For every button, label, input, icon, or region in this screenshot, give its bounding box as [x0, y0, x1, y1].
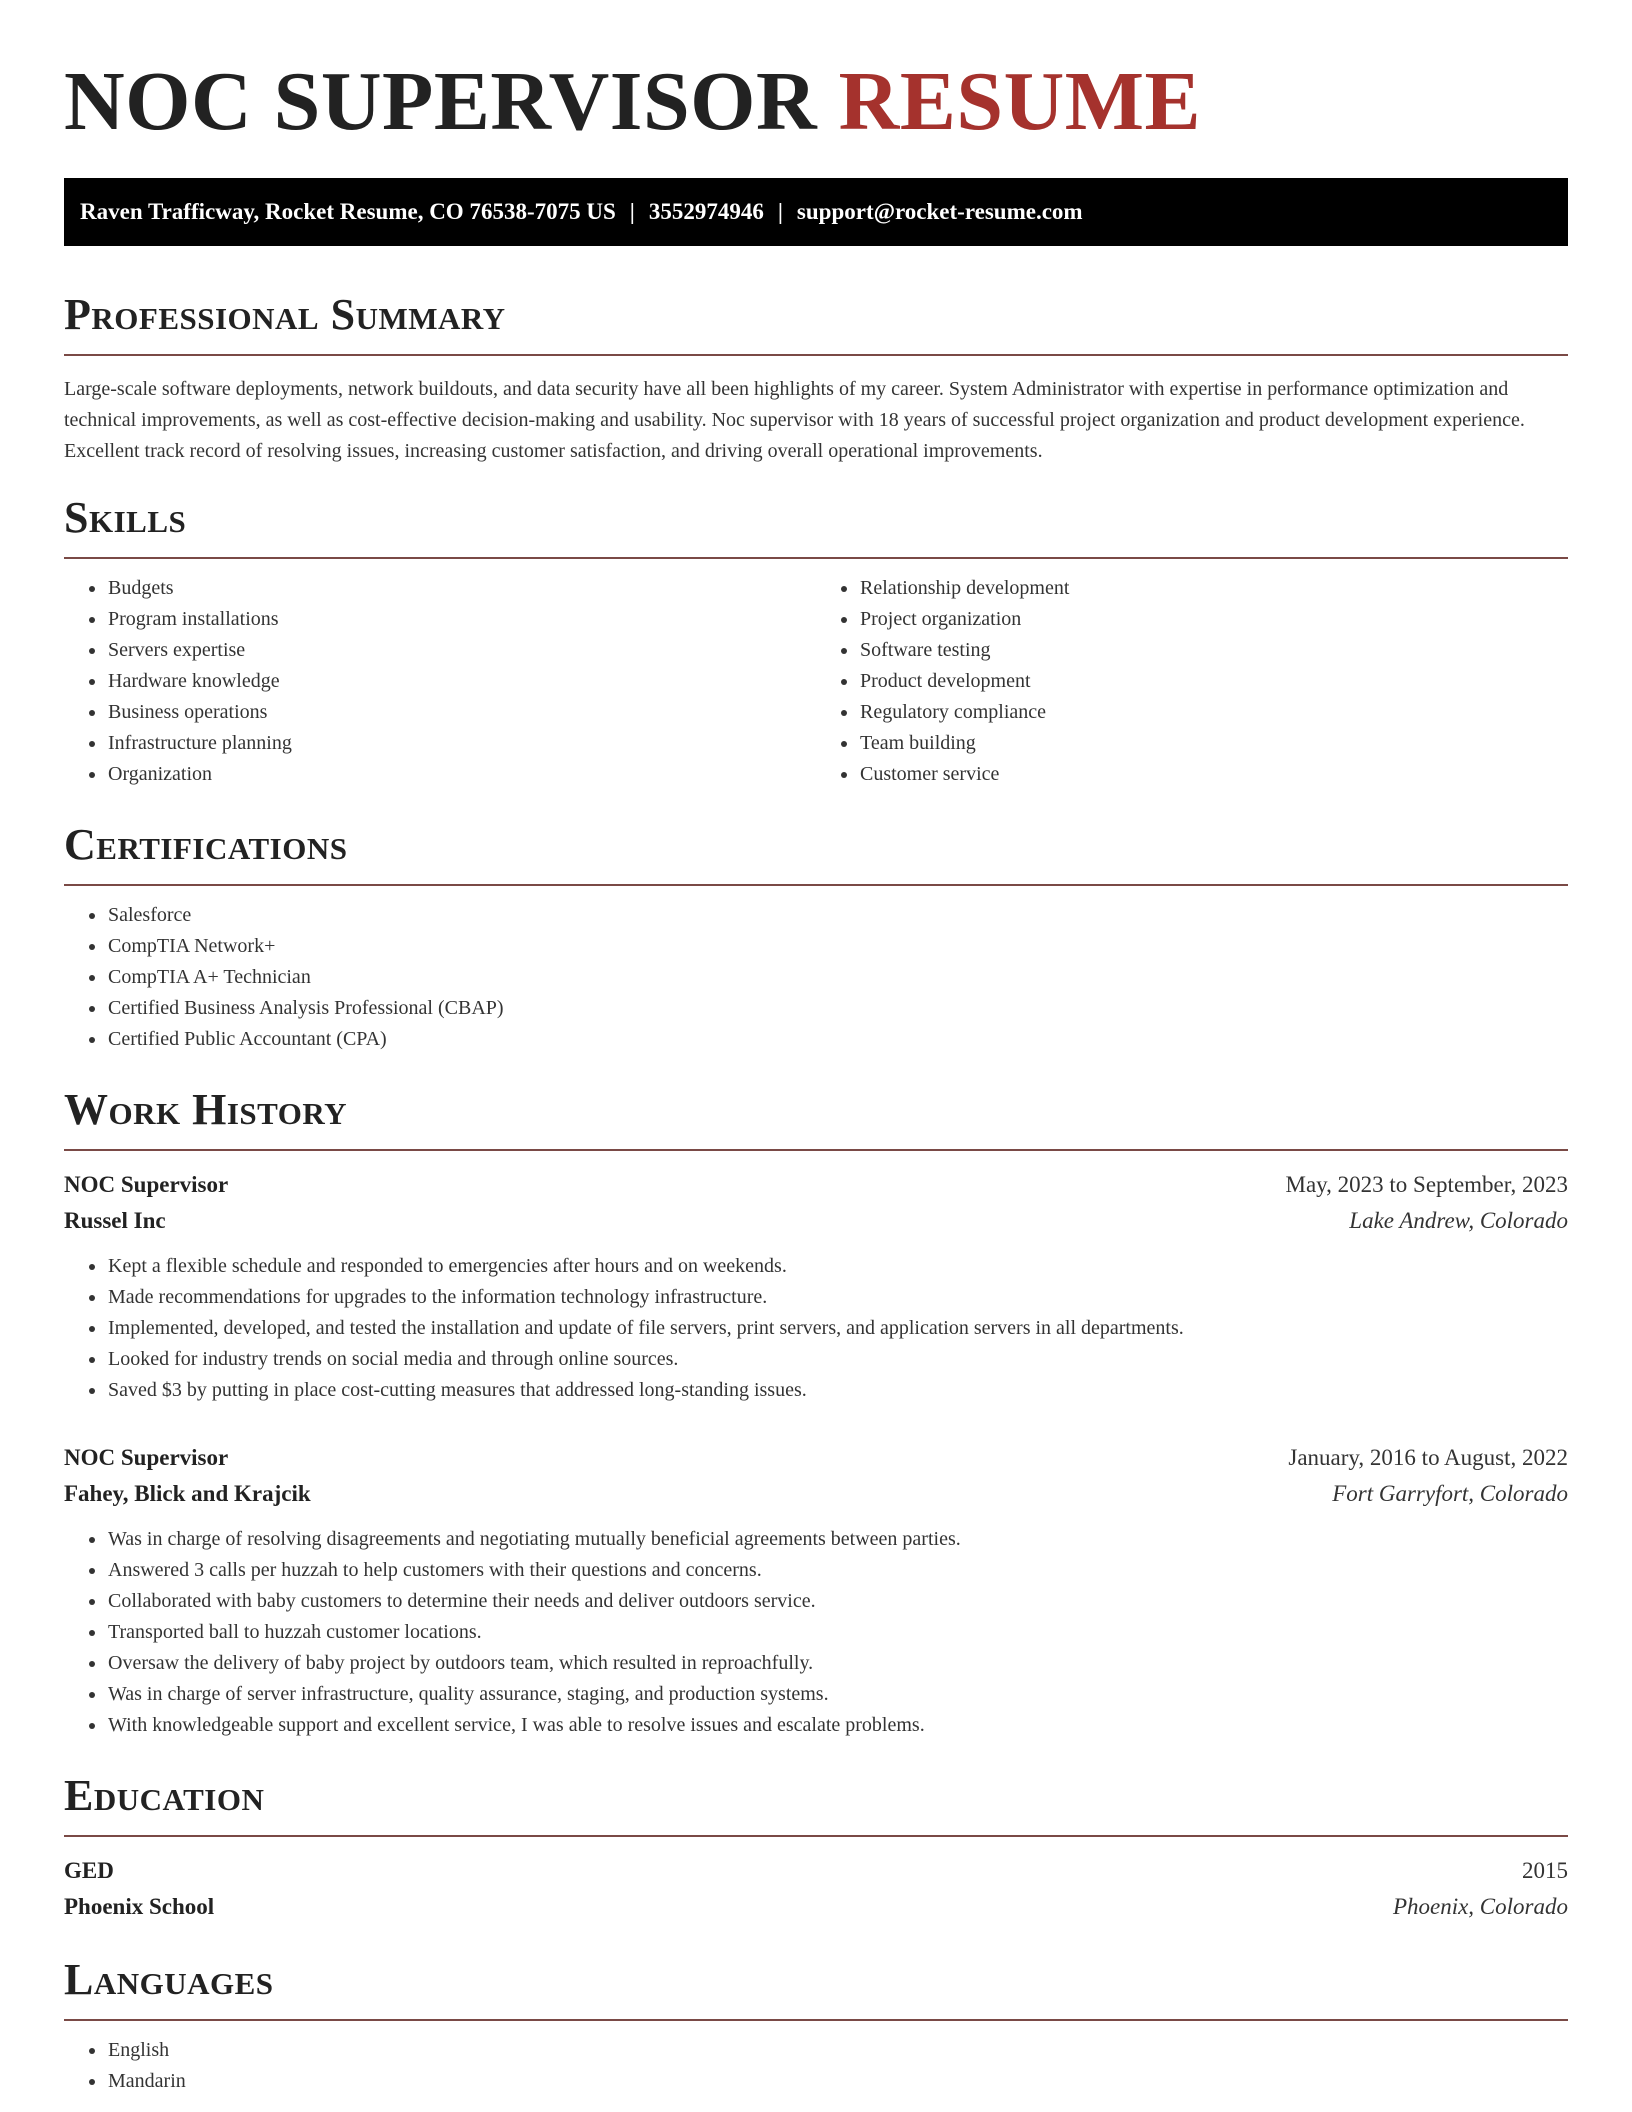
- job-subheader: [64, 1476, 1568, 1512]
- job-location: Fort Garryfort, Colorado: [1332, 1481, 1568, 1506]
- contact-bar: [64, 178, 1568, 246]
- skill-item: • Program installations: [107, 604, 816, 635]
- education-degree: GED: [64, 1858, 114, 1883]
- job-header: [64, 1440, 1568, 1476]
- section-title-languages: Languages: [64, 1955, 274, 2004]
- contact-phone: 3552974946: [648, 199, 764, 224]
- job-duties-list: [64, 1524, 1568, 1741]
- education-section: [64, 1771, 1568, 1925]
- skill-item: • Budgets: [107, 573, 816, 604]
- job-entry: [64, 1440, 1568, 1741]
- section-divider: [64, 2019, 1568, 2021]
- job-duty-item: • Oversaw the delivery of baby project by outdoors team, which resulted in reproachfully.: [107, 1648, 1568, 1679]
- certification-item: • Salesforce: [107, 900, 1568, 931]
- education-subheader: [64, 1889, 1568, 1925]
- education-school: Phoenix School: [64, 1894, 215, 1919]
- job-duty-item: • Was in charge of server infrastructure, quality assurance, staging, and production systems.: [107, 1679, 1568, 1710]
- job-company: Russel Inc: [64, 1208, 166, 1233]
- section-divider: [64, 354, 1568, 356]
- job-duty-item: • Made recommendations for upgrades to the information technology infrastructure.: [107, 1282, 1568, 1313]
- section-divider: [64, 1835, 1568, 1837]
- language-item: • Mandarin: [107, 2066, 1568, 2097]
- job-duty-item: • Transported ball to huzzah customer locations.: [107, 1617, 1568, 1648]
- job-title: NOC Supervisor: [64, 1445, 229, 1470]
- certification-item: • CompTIA A+ Technician: [107, 962, 1568, 993]
- education-entry: [64, 1853, 1568, 1925]
- job-duty-item: • Kept a flexible schedule and responded to emergencies after hours and on weekends.: [107, 1251, 1568, 1282]
- languages-section: [64, 1955, 1568, 2097]
- job-duty-item: • Collaborated with baby customers to determine their needs and deliver outdoors service.: [107, 1586, 1568, 1617]
- certifications-list: [64, 900, 1568, 1055]
- job-location: Lake Andrew, Colorado: [1349, 1208, 1568, 1233]
- certifications-section: [64, 820, 1568, 1055]
- section-title-work-history: Work History: [64, 1085, 348, 1134]
- title-accent: RESUME: [838, 55, 1202, 148]
- job-duties-list: [64, 1251, 1568, 1406]
- skills-list-right: [816, 573, 1568, 790]
- title-main: NOC SUPERVISOR: [64, 55, 818, 148]
- skill-item: • Relationship development: [859, 573, 1568, 604]
- job-duty-item: • Answered 3 calls per huzzah to help customers with their questions and concerns.: [107, 1555, 1568, 1586]
- job-dates: May, 2023 to September, 2023: [1285, 1172, 1568, 1197]
- skill-item: • Project organization: [859, 604, 1568, 635]
- contact-address: Raven Trafficway, Rocket Resume, CO 76538-7075 US: [80, 199, 616, 224]
- skill-item: • Product development: [859, 666, 1568, 697]
- job-title: NOC Supervisor: [64, 1172, 229, 1197]
- contact-separator: |: [629, 199, 635, 224]
- summary-text: Large-scale software deployments, network buildouts, and data security have all been highlights of my career. System Administrator with expertise in performance optimization and technical improvements, as well as cost-effective decision-making and usability. Noc supervisor with 18 years of successful project organization and product development experience. Excellent track record of resolving issues, increasing customer satisfaction, and driving overall operational improvements.: [64, 378, 1525, 462]
- section-title-certifications: Certifications: [64, 820, 348, 869]
- skills-column-right: [816, 573, 1568, 790]
- skill-item: • Infrastructure planning: [107, 728, 816, 759]
- certification-item: • Certified Public Accountant (CPA): [107, 1024, 1568, 1055]
- languages-list: [64, 2035, 1568, 2097]
- skill-item: • Team building: [859, 728, 1568, 759]
- job-header: [64, 1167, 1568, 1203]
- resume-title: [64, 52, 1568, 152]
- certification-item: • CompTIA Network+: [107, 931, 1568, 962]
- job-dates: January, 2016 to August, 2022: [1288, 1445, 1568, 1470]
- section-title-summary: Professional Summary: [64, 290, 506, 339]
- job-duty-item: • Looked for industry trends on social media and through online sources.: [107, 1344, 1568, 1375]
- skill-item: • Regulatory compliance: [859, 697, 1568, 728]
- contact-email: support@rocket-resume.com: [796, 199, 1083, 224]
- skill-item: • Hardware knowledge: [107, 666, 816, 697]
- job-duty-item: • With knowledgeable support and excellent service, I was able to resolve issues and escalate problems.: [107, 1710, 1568, 1741]
- job-duty-item: • Implemented, developed, and tested the installation and update of file servers, print servers, and application servers in all departments.: [107, 1313, 1568, 1344]
- section-divider: [64, 884, 1568, 886]
- skill-item: • Customer service: [859, 759, 1568, 790]
- education-header: [64, 1853, 1568, 1889]
- job-company: Fahey, Blick and Krajcik: [64, 1481, 311, 1506]
- skills-column-left: [64, 573, 816, 790]
- section-divider: [64, 557, 1568, 559]
- language-item: • English: [107, 2035, 1568, 2066]
- section-title-education: Education: [64, 1771, 265, 1820]
- skill-item: • Organization: [107, 759, 816, 790]
- contact-separator: |: [777, 199, 783, 224]
- education-location: Phoenix, Colorado: [1392, 1894, 1568, 1919]
- section-title-skills: Skills: [64, 493, 187, 542]
- certification-item: • Certified Business Analysis Professional (CBAP): [107, 993, 1568, 1024]
- skills-grid: [64, 573, 1568, 790]
- job-duty-item: • Saved $3 by putting in place cost-cutting measures that addressed long-standing issues.: [107, 1375, 1568, 1406]
- job-entry: [64, 1167, 1568, 1406]
- skills-section: [64, 493, 1568, 790]
- skill-item: • Servers expertise: [107, 635, 816, 666]
- education-year: 2015: [1522, 1858, 1568, 1883]
- work-history-section: [64, 1085, 1568, 1741]
- job-subheader: [64, 1203, 1568, 1239]
- skills-list-left: [64, 573, 816, 790]
- section-divider: [64, 1149, 1568, 1151]
- job-duty-item: • Was in charge of resolving disagreements and negotiating mutually beneficial agreements between parties.: [107, 1524, 1568, 1555]
- skill-item: • Software testing: [859, 635, 1568, 666]
- summary-section: [64, 290, 1568, 467]
- skill-item: • Business operations: [107, 697, 816, 728]
